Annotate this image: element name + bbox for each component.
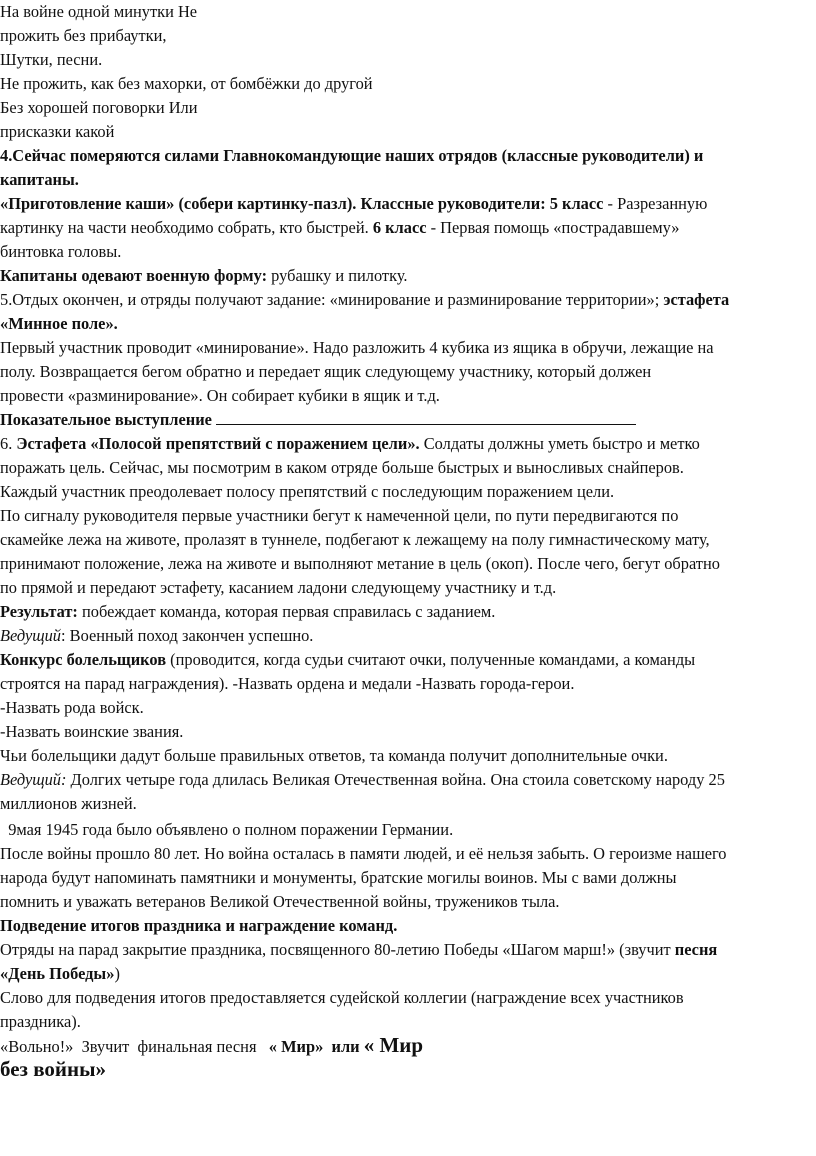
section-4-heading: 4.Сейчас померяются силами Главнокомандующие наших отрядов (классные руководители) и (0, 146, 704, 165)
obstacle-line-7: по прямой и передают эстафету, касанием ладони следующему участнику и т.д. (0, 578, 557, 597)
song-label: песня (674, 940, 718, 959)
blank-underline (216, 410, 636, 425)
parade-line (0, 938, 717, 961)
demo-performance-label: Показательное выступление (0, 410, 212, 429)
host-label: Ведущий (0, 626, 61, 645)
host-line-2 (0, 768, 725, 791)
section-4-heading-cont: капитаны. (0, 170, 79, 189)
fans-line-4: -Назвать воинские звания. (0, 722, 184, 741)
poem-line-6: присказки какой (0, 122, 115, 141)
summary-line-2: праздника). (0, 1012, 81, 1031)
victory-day-line: 9мая 1945 года было объявлено о полном поражении Германии. (0, 820, 454, 839)
fans-line-5: Чьи болельщики дадут больше правильных ответов, та команда получит дополнительные очки. (0, 746, 668, 765)
peace-without-war-title: « Мир (363, 1033, 424, 1057)
poem-line-4: Не прожить, как без махорки, от бомбёжки до другой (0, 74, 373, 93)
host-line-1 (0, 624, 313, 647)
memory-line-2: народа будут напоминать памятники и монументы, братские могилы воинов. Мы с вами должны (0, 868, 677, 887)
final-song-line (0, 1034, 423, 1058)
memory-line-3: помнить и уважать ветеранов Великой Отечественной войны, тружеников тыла. (0, 892, 560, 911)
obstacle-line-6: принимают положение, лежа на животе и выполняют метание в цель (окоп). После чего, бегут обратно (0, 554, 720, 573)
section-6-number: 6. (0, 434, 17, 453)
victory-song-title: «День Победы» (0, 964, 115, 983)
bandage-line: бинтовка головы. (0, 242, 122, 261)
poem-line-3: Шутки, песни. (0, 50, 103, 69)
minefield-title: «Минное поле». (0, 314, 118, 333)
fans-line-3: -Назвать рода войск. (0, 698, 144, 717)
porridge-contest-title: «Приготовление каши» (собери картинку-пазл). Классные руководители: 5 класс (0, 194, 604, 213)
grade-6-line (0, 216, 679, 239)
section-5-text: 5.Отдых окончен, и отряды получают задание: «минирование и разминирование территории»; (0, 290, 664, 309)
poem-line-1: На войне одной минутки Не (0, 2, 198, 21)
porridge-contest-text: - Разрезанную (603, 194, 708, 213)
fans-contest-title: Конкурс болельщиков (0, 650, 167, 669)
fans-contest-line (0, 648, 695, 671)
obstacle-line-3: Каждый участник преодолевает полосу препятствий с последующим поражением цели. (0, 482, 615, 501)
closing-paren: ) (114, 964, 120, 983)
result-label: Результат: (0, 602, 78, 621)
obstacle-line-4: По сигналу руководителя первые участники бегут к намеченной цели, по пути передвигаются по (0, 506, 679, 525)
memory-line-1: После войны прошло 80 лет. Но война осталась в памяти людей, и её нельзя забыть. О героизме нашего (0, 844, 727, 863)
obstacle-line-5: скамейке лежа на животе, пролазят в туннеле, подбегают к лежащему на полу гимнастическому мату, (0, 530, 710, 549)
summary-line-1: Слово для подведения итогов предоставляется судейской коллегии (награждение всех участников (0, 988, 684, 1007)
captains-line (0, 264, 407, 287)
demo-performance-line (0, 408, 636, 431)
grade-6-label: 6 класс (372, 218, 427, 237)
result-line (0, 600, 495, 623)
host-text: : Военный поход закончен успешно. (61, 626, 314, 645)
poem-line-2: прожить без прибаутки, (0, 26, 167, 45)
section-6-line (0, 432, 700, 455)
porridge-contest-line (0, 192, 707, 215)
relay-label: эстафета (663, 290, 730, 309)
minefield-line-3: провести «разминирование». Он собирает кубики в ящик и т.д. (0, 386, 440, 405)
first-aid-text: - Первая помощь «пострадавшему» (426, 218, 680, 237)
obstacle-relay-title: Эстафета «Полосой препятствий с поражением цели». (16, 434, 420, 453)
captains-text: рубашку и пилотку. (267, 266, 408, 285)
obstacle-line-2: поражать цель. Сейчас, мы посмотрим в каком отряде больше быстрых и выносливых снайперов. (0, 458, 684, 477)
captains-label: Капитаны одевают военную форму: (0, 266, 268, 285)
final-song-text: «Вольно!» Звучит финальная песня (0, 1037, 269, 1056)
minefield-line-1: Первый участник проводит «минирование». Надо разложить 4 кубика из ящика в обручи, лежащие на (0, 338, 714, 357)
victory-song-line (0, 962, 120, 985)
peace-song-title: « Мир» или (268, 1037, 364, 1056)
section-5-line (0, 288, 729, 311)
obstacle-relay-text: Солдаты должны уметь быстро и метко (419, 434, 700, 453)
awards-heading: Подведение итогов праздника и награждение команд. (0, 916, 398, 935)
fans-line-2: строятся на парад награждения). -Назвать ордена и медали -Назвать города-герои. (0, 674, 575, 693)
minefield-line-2: полу. Возвращается бегом обратно и передает ящик следующему участнику, который должен (0, 362, 652, 381)
puzzle-text: картинку на части необходимо собрать, кто быстрей. (0, 218, 373, 237)
fans-contest-text: (проводится, когда судьи считают очки, полученные командами, а команды (166, 650, 696, 669)
parade-text: Отряды на парад закрытие праздника, посвященного 80-летию Победы «Шагом марш!» (звучит (0, 940, 675, 959)
host-label-2: Ведущий: (0, 770, 67, 789)
host-text-2: Долгих четыре года длилась Великая Отечественная война. Она стоила советскому народу 25 (66, 770, 725, 789)
result-text: побеждает команда, которая первая справилась с заданием. (77, 602, 496, 621)
poem-line-5: Без хорошей поговорки Или (0, 98, 198, 117)
host-line-3: миллионов жизней. (0, 794, 137, 813)
peace-without-war-title-cont: без войны» (0, 1057, 107, 1081)
